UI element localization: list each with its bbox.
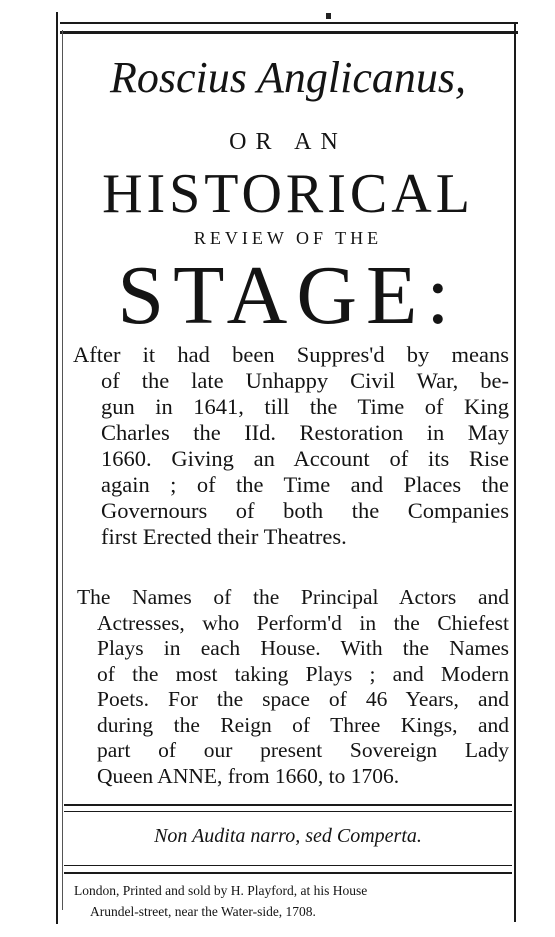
paragraph1-line: gun in 1641, till the Time of King bbox=[101, 394, 509, 419]
paragraph2-line: during the Reign of Three Kings, and bbox=[97, 712, 509, 737]
paragraph1-line: of the late Unhappy Civil War, be- bbox=[101, 368, 509, 393]
book-title: Roscius Anglicanus, bbox=[109, 53, 467, 102]
historical-heading: HISTORICAL bbox=[102, 163, 474, 225]
paragraph1-line: again ; of the Time and Places the bbox=[101, 472, 509, 497]
imprint-line-2: Arundel-street, near the Water-side, 1708. bbox=[90, 904, 316, 919]
stage-heading: STAGE: bbox=[117, 249, 459, 342]
right-border bbox=[514, 22, 516, 922]
motto-top-rule-thin bbox=[64, 811, 512, 812]
paragraph1-line: first Erected their Theatres. bbox=[101, 524, 347, 549]
description-paragraph-1 bbox=[73, 342, 509, 550]
paragraph1-line: Charles the IId. Restoration in May bbox=[101, 420, 509, 445]
paragraph2-line: The Names of the Principal Actors and bbox=[77, 585, 509, 609]
paragraph2-line: Poets. For the space of 46 Years, and bbox=[97, 687, 509, 711]
paragraph1-line: 1660. Giving an Account of its Rise bbox=[101, 446, 509, 471]
imprint-top-rule bbox=[64, 872, 512, 874]
paragraph2-line: of the most taking Plays ; and Modern bbox=[97, 661, 509, 686]
or-an: OR AN bbox=[229, 129, 347, 155]
imprint-line-1: London, Printed and sold by H. Playford, at his House bbox=[74, 883, 368, 898]
review-of-the: REVIEW OF THE bbox=[193, 228, 383, 248]
paragraph2-line: Plays in each House. With the Names bbox=[97, 636, 509, 660]
top-rule bbox=[60, 22, 518, 24]
paragraph1-line: Governours of both the Companies bbox=[101, 498, 509, 523]
motto-top-rule bbox=[64, 804, 512, 806]
inner-left-border bbox=[62, 30, 63, 910]
paragraph1-line: After it had been Suppres'd by means bbox=[73, 342, 509, 367]
left-border bbox=[56, 12, 58, 924]
imprint-top-rule-thin bbox=[64, 865, 512, 866]
description-paragraph-2 bbox=[77, 585, 509, 789]
paragraph2-line: Queen ANNE, from 1660, to 1706. bbox=[97, 763, 400, 788]
latin-motto: Non Audita narro, sed Comperta. bbox=[154, 825, 422, 847]
top-rule-double bbox=[60, 31, 518, 34]
paragraph2-line: Actresses, who Perform'd in the Chiefest bbox=[97, 610, 509, 635]
paragraph2-line: part of our present Sovereign Lady bbox=[97, 738, 509, 762]
ink-mark bbox=[326, 13, 331, 19]
